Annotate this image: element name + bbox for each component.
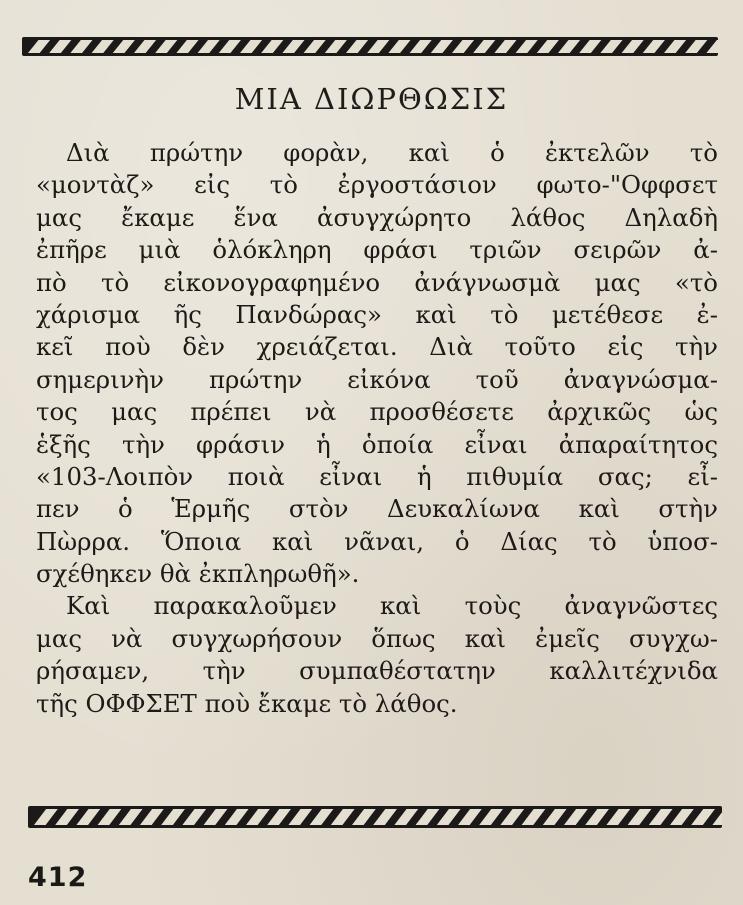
border-hatch-mark xyxy=(664,40,686,53)
paragraph-2 xyxy=(36,590,718,720)
border-hatch-mark xyxy=(34,809,58,825)
border-hatch-mark xyxy=(55,809,79,825)
border-hatch-mark xyxy=(225,809,249,825)
border-hatch-mark xyxy=(606,809,630,825)
border-hatch-mark xyxy=(543,809,567,825)
border-hatch-mark xyxy=(331,809,355,825)
border-hatch-mark xyxy=(706,40,718,53)
border-hatch-mark xyxy=(691,809,715,825)
text-line: τος μας πρέπει νὰ προσθέσετε ἀρχικῶς ὡς xyxy=(36,397,718,427)
text-line: «103-Λοιπὸν ποιὰ εἶναι ἡ πιθυμία σας; εἶ- xyxy=(36,461,718,491)
text-line: πεν ὁ Ἑρμῆς στὸν Δευκαλίωνα καὶ στὴν xyxy=(36,494,718,524)
border-hatch-mark xyxy=(649,809,673,825)
page-number: 412 xyxy=(28,862,88,893)
text-line: σημερινὴν πρώτην εἰκόνα τοῦ ἀναγνώσμα- xyxy=(36,364,718,394)
text-line: ἑξῆς τὴν φράσιν ἡ ὁποία εἶναι ἀπαραίτητος xyxy=(36,429,718,459)
text-line: Πὼρρα. Ὅποια καὶ νᾶναι, ὁ Δίας τὸ ὑποσ- xyxy=(36,526,718,556)
border-hatch-mark xyxy=(140,809,164,825)
border-hatch-mark xyxy=(494,40,516,53)
text-line: ρήσαμεν, τὴν συμπαθέστατην καλλιτέχνιδα xyxy=(36,656,718,686)
border-hatch-mark xyxy=(119,809,143,825)
text-line: σχέθηκεν θὰ ἐκπληρωθῆ». xyxy=(36,559,360,589)
border-hatch-mark xyxy=(92,40,114,53)
border-hatch-mark xyxy=(388,40,410,53)
border-hatch-mark xyxy=(416,809,440,825)
border-hatch-mark xyxy=(198,40,220,53)
border-hatch-mark xyxy=(628,809,652,825)
bottom-decorative-border xyxy=(28,806,722,828)
text-line: τῆς ΟΦΦΣΕΤ ποὺ ἔκαμε τὸ λάθος. xyxy=(36,688,458,718)
border-hatch-mark xyxy=(579,40,601,53)
border-hatch-mark xyxy=(373,809,397,825)
border-hatch-mark xyxy=(685,40,707,53)
border-hatch-mark xyxy=(304,40,326,53)
border-hatch-mark xyxy=(70,40,92,53)
border-hatch-mark xyxy=(325,40,347,53)
border-hatch-mark xyxy=(240,40,262,53)
border-hatch-mark xyxy=(712,809,722,825)
border-hatch-mark xyxy=(219,40,241,53)
border-hatch-mark xyxy=(537,40,559,53)
border-hatch-mark xyxy=(452,40,474,53)
border-hatch-mark xyxy=(98,809,122,825)
border-hatch-mark xyxy=(310,809,334,825)
border-hatch-mark xyxy=(49,40,71,53)
article-title: ΜΙΑ ΔΙΩΡΘΩΣΙΣ xyxy=(234,82,509,116)
border-hatch-mark xyxy=(558,40,580,53)
text-line: κεῖ ποὺ δὲν χρειάζεται. Διὰ τοῦτο εἰς τὴν xyxy=(36,332,718,362)
border-hatch-mark xyxy=(394,809,418,825)
border-hatch-mark xyxy=(288,809,312,825)
text-line: Καὶ παρακαλοῦμεν καὶ τοὺς ἀναγνῶστες xyxy=(66,591,718,621)
text-line: μας νὰ συγχωρήσουν ὅπως καὶ ἐμεῖς συγχω- xyxy=(36,623,718,653)
border-hatch-mark xyxy=(473,40,495,53)
top-border-pattern xyxy=(22,37,718,56)
border-hatch-mark xyxy=(204,809,228,825)
border-hatch-mark xyxy=(352,809,376,825)
border-hatch-mark xyxy=(564,809,588,825)
border-hatch-mark xyxy=(522,809,546,825)
border-hatch-mark xyxy=(431,40,453,53)
border-hatch-mark xyxy=(155,40,177,53)
text-line: χάρισμα ῆς Πανδώρας» καὶ τὸ μετέθεσε ἐ- xyxy=(36,299,718,329)
border-hatch-mark xyxy=(479,809,503,825)
border-hatch-mark xyxy=(643,40,665,53)
border-hatch-mark xyxy=(182,809,206,825)
border-hatch-mark xyxy=(622,40,644,53)
border-hatch-mark xyxy=(500,809,524,825)
border-hatch-mark xyxy=(113,40,135,53)
border-hatch-mark xyxy=(161,809,185,825)
border-hatch-mark xyxy=(458,809,482,825)
border-hatch-mark xyxy=(176,40,198,53)
text-line: «μοντὰζ» εἰς τὸ ἐργοστάσιον φωτο-"Οφφσετ xyxy=(36,170,718,200)
border-hatch-mark xyxy=(246,809,270,825)
paragraph-1 xyxy=(36,137,718,590)
border-hatch-mark xyxy=(282,40,304,53)
text-line: Διὰ πρώτην φορὰν, καὶ ὁ ἐκτελῶν τὸ xyxy=(66,138,718,167)
text-line: πὸ τὸ εἰκονογραφημένο ἀνάγνωσμὰ μας «τὸ xyxy=(36,267,718,297)
border-hatch-mark xyxy=(367,40,389,53)
text-line: ἐπῆρε μιὰ ὁλόκληρη φράσι τριῶν σειρῶν ἀ- xyxy=(36,235,718,265)
border-hatch-mark xyxy=(134,40,156,53)
border-hatch-mark xyxy=(410,40,432,53)
border-hatch-mark xyxy=(437,809,461,825)
text-line: μας ἔκαμε ἕνα ἀσυγχώρητο λάθος Δηλαδὴ xyxy=(36,202,718,232)
border-hatch-mark xyxy=(346,40,368,53)
border-hatch-mark xyxy=(76,809,100,825)
border-hatch-mark xyxy=(28,40,50,53)
top-decorative-border xyxy=(22,37,718,56)
border-hatch-mark xyxy=(600,40,622,53)
border-hatch-mark xyxy=(261,40,283,53)
border-hatch-mark xyxy=(670,809,694,825)
border-hatch-mark xyxy=(267,809,291,825)
border-hatch-mark xyxy=(516,40,538,53)
bottom-border-pattern xyxy=(28,806,722,828)
article-body xyxy=(36,137,718,720)
border-hatch-mark xyxy=(585,809,609,825)
